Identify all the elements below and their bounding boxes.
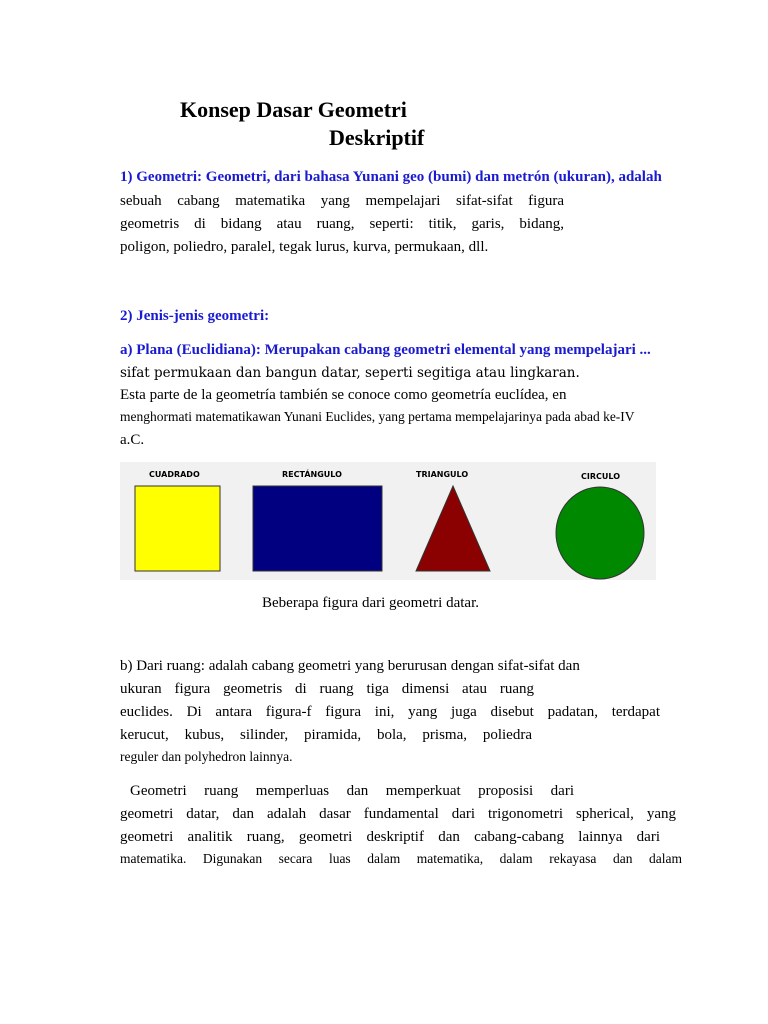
label-triangle: TRIANGULO — [416, 470, 469, 479]
shapes-illustration — [120, 462, 656, 580]
section-c-line-1 — [130, 781, 574, 801]
square-shape — [135, 486, 220, 571]
rectangle-shape — [253, 486, 382, 571]
section-1-heading: 1) Geometri: Geometri, dari bahasa Yunani geo (bumi) dan metrón (ukuran), adalah — [120, 169, 662, 185]
section-1-line-3-text: geometris di bidang atau ruang, seperti: titik, garis, bidang, — [120, 216, 564, 232]
section-1-line-2-text: sebuah cabang matematika yang mempelajari sifat-sifat figura — [120, 193, 564, 209]
section-b-line-1: b) Dari ruang: adalah cabang geometri yang berurusan dengan sifat-sifat dan — [120, 658, 580, 674]
section-1-line-2 — [120, 191, 564, 211]
page-title-line-1: Konsep Dasar Geometri — [180, 97, 407, 122]
page-title-line-2: Deskriptif — [329, 125, 425, 150]
section-2a-line-5: a.C. — [120, 432, 145, 448]
section-b-line-2 — [120, 679, 534, 699]
section-b-line-4 — [120, 725, 532, 745]
section-2a-line-2: sifat permukaan dan bangun datar, seperti segitiga atau lingkaran. — [120, 365, 580, 381]
section-c-line-4-text: matematika. Digunakan secara luas dalam matematika, dalam rekayasa dan dalam — [120, 851, 682, 866]
section-c-line-3-text: geometri analitik ruang, geometri deskriptif dan cabang-cabang lainnya dari — [120, 829, 660, 845]
section-b-line-5: reguler dan polyhedron lainnya. — [120, 749, 293, 764]
section-1-line-4: poligon, poliedro, paralel, tegak lurus, kurva, permukaan, dll. — [120, 239, 489, 255]
section-2a-heading: a) Plana (Euclidiana): Merupakan cabang geometri elemental yang mempelajari ... — [120, 342, 651, 358]
section-b-line-3 — [120, 702, 660, 722]
section-b-line-2-text: ukuran figura geometris di ruang tiga dimensi atau ruang — [120, 681, 534, 697]
section-2a-line-3: Esta parte de la geometría también se conoce como geometría euclídea, en — [120, 387, 567, 403]
section-c-line-2 — [120, 804, 676, 824]
section-b-line-3-text: euclides. Di antara figura-f figura ini, yang juga disebut padatan, terdapat — [120, 704, 660, 720]
section-c-line-1-text: Geometri ruang memperluas dan memperkuat proposisi dari — [130, 783, 574, 799]
section-2-heading: 2) Jenis-jenis geometri: — [120, 308, 270, 324]
section-c-line-4 — [120, 849, 682, 869]
section-c-line-3 — [120, 827, 660, 847]
label-square: CUADRADO — [149, 470, 200, 479]
figure-caption: Beberapa figura dari geometri datar. — [262, 595, 479, 611]
section-b-line-4-text: kerucut, kubus, silinder, piramida, bola, prisma, poliedra — [120, 727, 532, 743]
geometry-shapes-figure — [120, 462, 656, 580]
label-rectangle: RECTÁNGULO — [282, 470, 342, 479]
section-2a-line-4: menghormati matematikawan Yunani Euclides, yang pertama mempelajarinya pada abad ke-IV — [120, 409, 635, 424]
section-c-line-2-text: geometri datar, dan adalah dasar fundamental dari trigonometri spherical, yang — [120, 806, 676, 822]
circle-shape — [556, 487, 644, 579]
label-circle: CIRCULO — [581, 472, 620, 481]
triangle-shape — [416, 486, 490, 571]
section-1-line-3 — [120, 214, 564, 234]
